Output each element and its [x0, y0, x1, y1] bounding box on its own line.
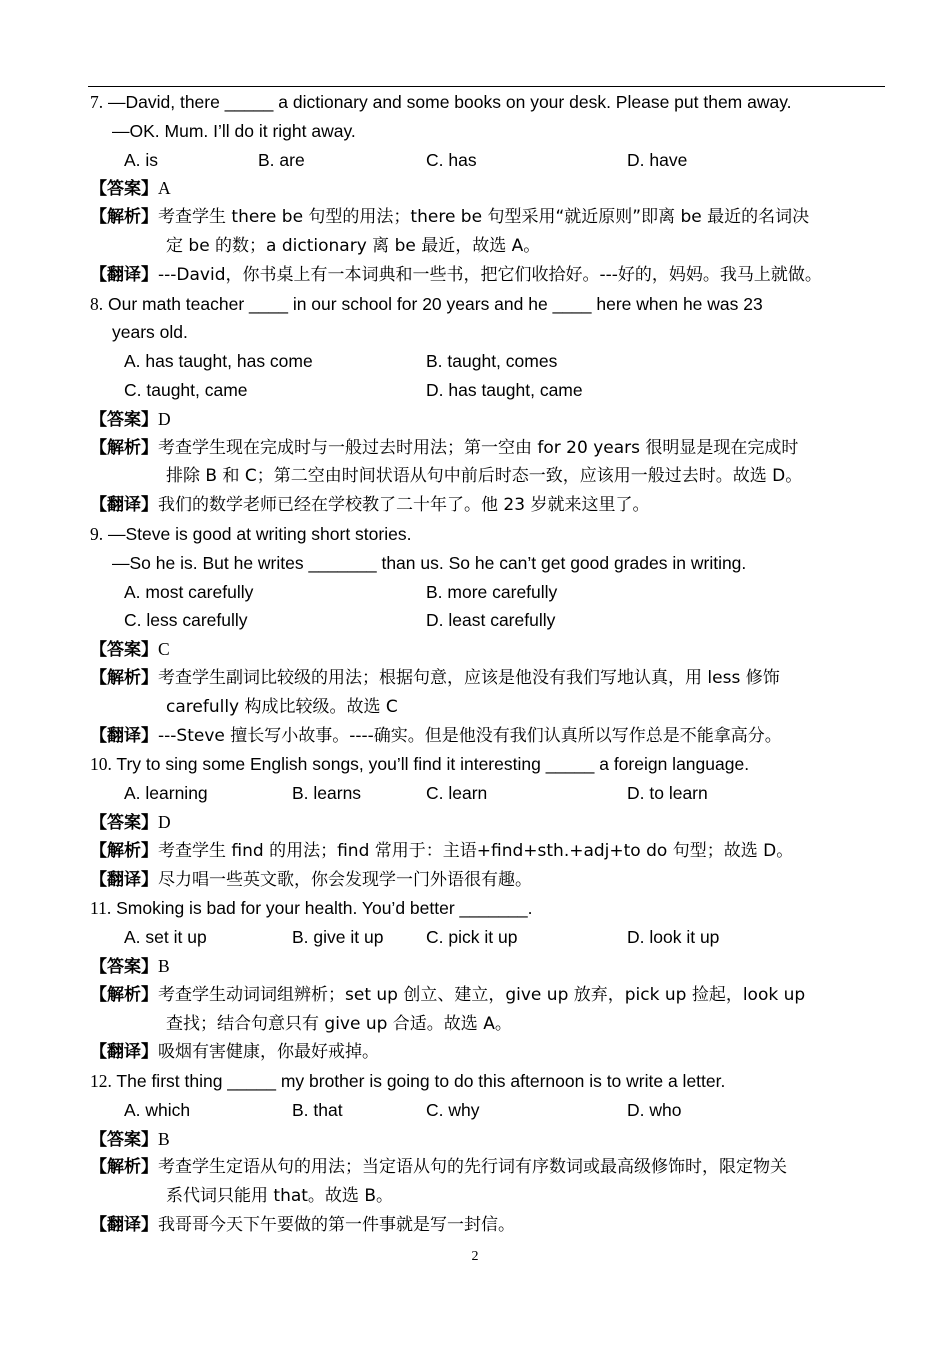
options-row: [0, 146, 950, 175]
answer-line: 【答案】C: [90, 639, 170, 661]
translation-line: 【翻译】我们的数学老师已经在学校教了二十年了。他 23 岁就来这里了。: [90, 495, 650, 516]
analysis-line: 【解析】考查学生动词词组辨析；set up 创立、建立，give up 放弃，pick up 捡起，look up: [90, 984, 806, 1005]
answer-line: 【答案】B: [90, 1128, 170, 1150]
analysis-line-cont: 查找；结合句意只有 give up 合适。故选 A。: [166, 1013, 512, 1034]
option-a: A. set it up: [124, 927, 207, 948]
answer-line: 【答案】B: [90, 955, 170, 977]
question-stem: 8. Our math teacher ____ in our school for 20 years and he ____ here when he was 23: [90, 293, 763, 314]
option-d: D. have: [627, 149, 688, 170]
option-a: A. is: [124, 149, 159, 170]
analysis-line: 【解析】考查学生副词比较级的用法；根据句意，应该是他没有我们写地认真，用 less 修饰: [90, 667, 780, 688]
question-number: 12.: [90, 1071, 112, 1092]
option-a: A. has taught, has come: [124, 351, 313, 372]
question-8: [0, 290, 950, 520]
analysis-line: 【解析】考查学生定语从句的用法；当定语从句的先行词有序数词或最高级修饰时，限定物关: [90, 1157, 787, 1178]
translation-line: 【翻译】吸烟有害健康，你最好戒掉。: [90, 1042, 379, 1063]
analysis-line-cont: carefully 构成比较级。故选 C: [166, 696, 398, 717]
option-d: D. least carefully: [426, 610, 556, 631]
option-c: C. why: [426, 1099, 480, 1120]
question-stem: 12. The first thing _____ my brother is going to do this afternoon is to write a letter.: [90, 1071, 726, 1092]
options-row: [0, 1096, 950, 1125]
option-b: B. taught, comes: [426, 351, 558, 372]
options-row: [0, 779, 950, 808]
option-b: B. are: [258, 149, 305, 170]
analysis-line: 【解析】考查学生现在完成时与一般过去时用法；第一空由 for 20 years 很明显是现在完成时: [90, 437, 799, 458]
option-c: C. pick it up: [426, 927, 518, 948]
translation-line: 【翻译】---Steve 擅长写小故事。----确实。但是他没有我们认真所以写作总是不能拿高分。: [90, 725, 782, 746]
header-rule: [88, 86, 885, 87]
options-row: [0, 923, 950, 952]
option-d: D. to learn: [627, 783, 708, 804]
question-stem: 11. Smoking is bad for your health. You’d better _______.: [90, 898, 533, 919]
options-row: [0, 606, 950, 635]
analysis-line-cont: 定 be 的数；a dictionary 离 be 最近，故选 A。: [166, 235, 541, 256]
analysis-line-cont: 系代词只能用 that。故选 B。: [166, 1186, 393, 1207]
question-stem-line: —So he is. But he writes _______ than us. So he can’t get good grades in writing.: [112, 552, 747, 573]
options-row: [0, 376, 950, 405]
question-11: [0, 894, 950, 1067]
option-b: B. learns: [292, 783, 362, 804]
question-10: [0, 750, 950, 894]
question-number: 8.: [90, 293, 104, 314]
answer-line: 【答案】D: [90, 811, 171, 833]
option-d: D. has taught, came: [426, 379, 583, 400]
option-c: C. has: [426, 149, 477, 170]
answer-line: 【答案】D: [90, 408, 171, 430]
question-number: 11.: [90, 898, 112, 919]
question-9: [0, 520, 950, 750]
option-a: A. which: [124, 1099, 191, 1120]
question-number: 10.: [90, 754, 112, 775]
analysis-line-cont: 排除 B 和 C；第二空由时间状语从句中前后时态一致，应该用一般过去时。故选 D。: [166, 466, 803, 487]
page-number: 2: [471, 1249, 479, 1264]
analysis-line: 【解析】考查学生 there be 句型的用法；there be 句型采用“就近原则”即离 be 最近的名词决: [90, 207, 810, 228]
answer-line: 【答案】A: [90, 178, 171, 200]
question-7: [0, 88, 950, 290]
option-c: C. less carefully: [124, 610, 248, 631]
question-number: 9.: [90, 523, 104, 544]
option-b: B. give it up: [292, 927, 384, 948]
translation-line: 【翻译】---David，你书桌上有一本词典和一些书，把它们收拾好。---好的，妈妈。我马上就做。: [90, 264, 822, 285]
option-a: A. most carefully: [124, 581, 254, 602]
question-stem: 7. —David, there _____ a dictionary and some books on your desk. Please put them away.: [90, 92, 792, 112]
question-list: [0, 88, 950, 1240]
option-c: C. taught, came: [124, 379, 248, 400]
question-stem: 9. —Steve is good at writing short stories.: [90, 523, 412, 544]
question-stem: 10. Try to sing some English songs, you’ll find it interesting _____ a foreign language.: [90, 754, 750, 775]
analysis-line: 【解析】考查学生 find 的用法；find 常用于：主语+find+sth.+adj+to do 句型；故选 D。: [90, 840, 794, 861]
translation-line: 【翻译】我哥哥今天下午要做的第一件事就是写一封信。: [90, 1215, 515, 1236]
question-12: [0, 1067, 950, 1240]
question-stem-line: years old.: [112, 322, 188, 343]
option-b: B. more carefully: [426, 581, 558, 602]
option-c: C. learn: [426, 783, 488, 804]
question-stem-line: —OK. Mum. I’ll do it right away.: [112, 120, 356, 141]
options-row: [0, 578, 950, 607]
option-a: A. learning: [124, 783, 208, 804]
options-row: [0, 347, 950, 376]
option-d: D. look it up: [627, 927, 720, 948]
question-number: 7.: [90, 92, 104, 112]
translation-line: 【翻译】尽力唱一些英文歌，你会发现学一门外语很有趣。: [90, 869, 532, 890]
option-d: D. who: [627, 1099, 682, 1120]
option-b: B. that: [292, 1099, 343, 1120]
